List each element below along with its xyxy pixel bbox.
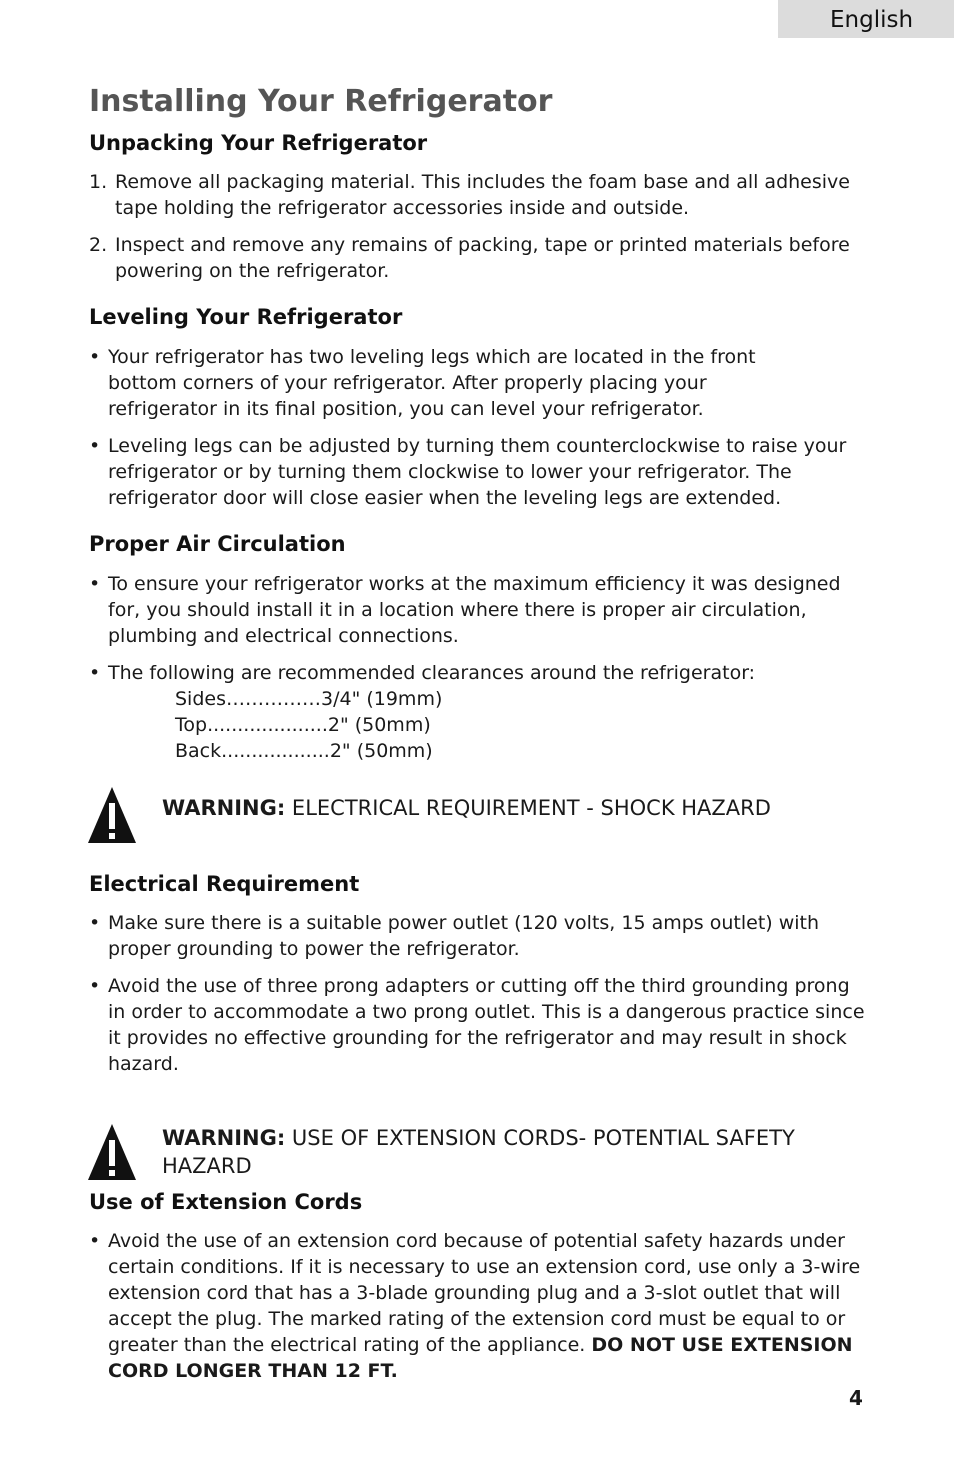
warning-extension-cords [162,1124,842,1180]
bullet-marker: • [89,435,101,457]
list-item [89,571,869,649]
bullet-marker: • [89,975,101,997]
list-item [89,169,869,221]
section-heading-electrical: Electrical Requirement [89,872,360,896]
warning-triangle-icon [86,1122,138,1182]
list-item [89,1228,869,1384]
warning-triangle-icon [86,785,138,845]
list-item-text: Inspect and remove any remains of packing, tape or printed materials before powering on the refrigerator. [115,234,850,282]
list-item-text: To ensure your refrigerator works at the maximum efficiency it was designed for, you should install it in a location where there is proper air circulation, plumbing and electrical connections. [108,573,841,647]
warning-label: WARNING: [162,1126,286,1150]
list-item [89,344,819,422]
list-item-text: The following are recommended clearances around the refrigerator: [108,662,756,684]
list-marker: 2. [89,234,108,256]
warning-message: USE OF EXTENSION CORDS- POTENTIAL SAFETY HAZARD [162,1126,795,1178]
warning-message: ELECTRICAL REQUIREMENT - SHOCK HAZARD [285,796,771,820]
section-heading-leveling: Leveling Your Refrigerator [89,305,403,329]
warning-label: WARNING: [162,796,286,820]
list-item-text: Remove all packaging material. This includes the foam base and all adhesive tape holding the refrigerator accessories inside and outside. [115,171,850,219]
clearance-top: Top....................2" (50mm) [175,714,431,736]
extension-warning-bold: DO NOT USE EXTENSION CORD LONGER THAN 12 FT. [108,1334,853,1382]
section-heading-extension-cords: Use of Extension Cords [89,1190,363,1214]
list-marker: 1. [89,171,108,193]
bullet-marker: • [89,346,101,368]
clearance-back: Back..................2" (50mm) [175,740,433,762]
section-heading-air-circulation: Proper Air Circulation [89,532,346,556]
language-tab: English [778,0,954,38]
bullet-marker: • [89,1230,101,1252]
list-item-text [89,1228,869,1384]
list-item [89,232,869,284]
list-item-text: Avoid the use of three prong adapters or cutting off the third grounding prong in order to accommodate a two prong outlet. This is a dangerous practice since it provides no effective grounding for the refrigerator and may result in shock hazard. [108,975,865,1075]
bullet-marker: • [89,912,101,934]
clearance-sides: Sides……………3/4" (19mm) [175,688,443,710]
section-heading-unpacking: Unpacking Your Refrigerator [89,131,428,155]
bullet-marker: • [89,662,101,684]
list-item [89,660,869,686]
list-item [89,973,869,1077]
warning-electrical [162,794,862,822]
list-item [89,433,869,511]
list-item-text: Make sure there is a suitable power outlet (120 volts, 15 amps outlet) with proper grounding to power the refrigerator. [108,912,820,960]
list-item-text: Leveling legs can be adjusted by turning them counterclockwise to raise your refrigerator or by turning them clockwise to lower your refrigerator. The refrigerator door will close easier when the leveling legs are extended. [108,435,847,509]
list-item-text: Your refrigerator has two leveling legs which are located in the front bottom corners of your refrigerator. After properly placing your refrigerator in its final position, you can level your refrigerator. [108,346,756,420]
page-number: 4 [849,1386,863,1410]
page-title: Installing Your Refrigerator [89,84,553,119]
list-item [89,910,869,962]
extension-text: Avoid the use of an extension cord because of potential safety hazards under certain conditions. If it is necessary to use an extension cord, use only a 3-wire extension cord that has a 3-blade grounding plug and a 3-slot outlet that will accept the plug. The marked rating of the extension cord must be equal to or greater than the electrical rating of the appliance. [108,1230,861,1356]
bullet-marker: • [89,573,101,595]
